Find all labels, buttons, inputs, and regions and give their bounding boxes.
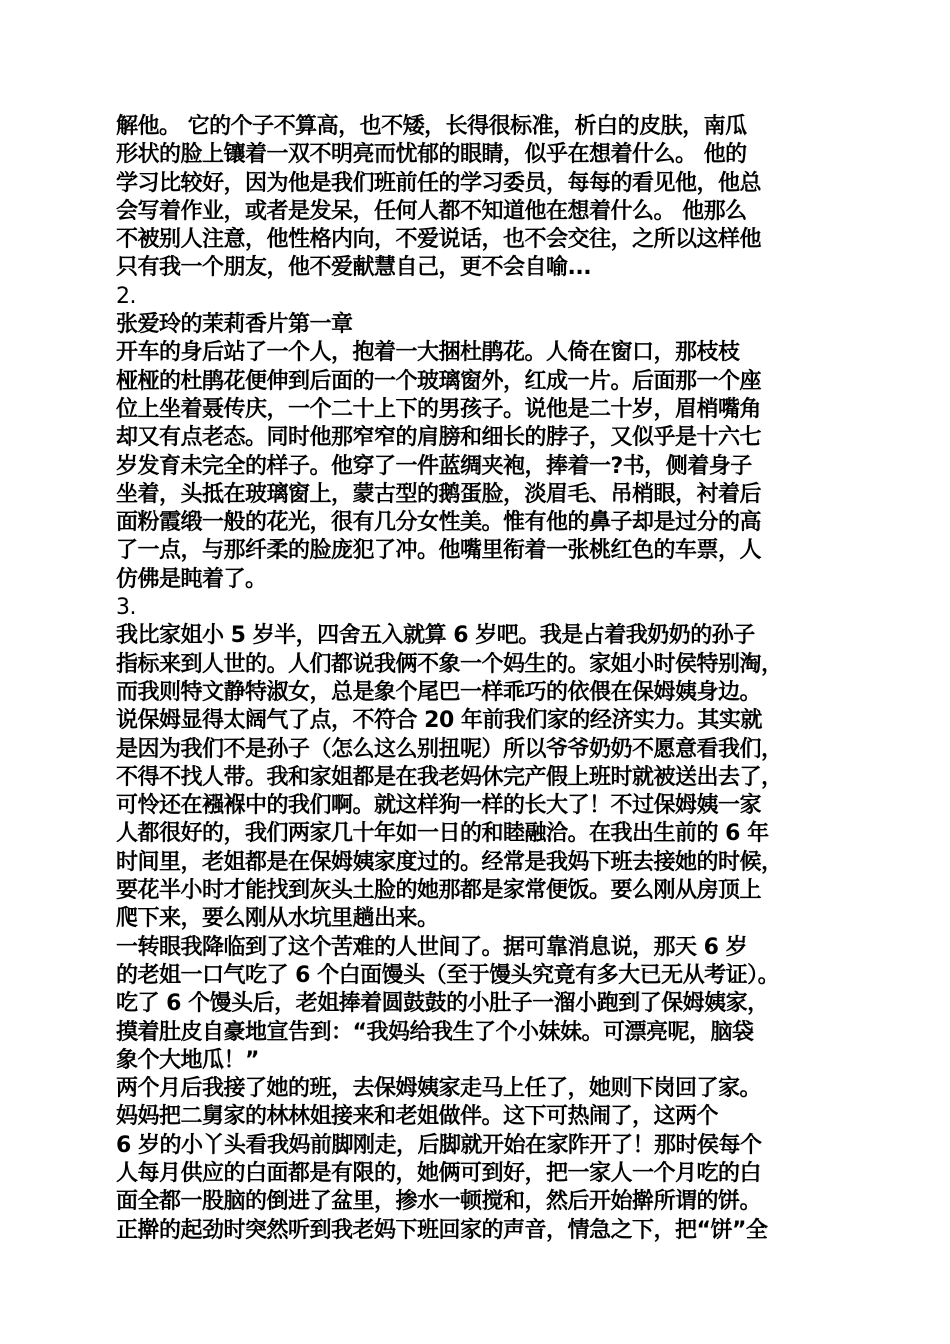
text-line: 象个大地瓜！” — [116, 1047, 259, 1073]
text-line: 时间里，老姐都是在保姆姨家度过的。经常是我妈下班去接她的时候， — [116, 849, 783, 875]
text-line: 两个月后我接了她的班，去保姆姨家走马上任了，她则下岗回了家。 — [116, 1076, 762, 1102]
text-line: 解他。 它的个子不算高，也不矮，长得很标准，析白的皮肤，南瓜 — [116, 114, 747, 139]
text-line: 坐着，头抵在玻璃窗上，蒙古型的鹅蛋脸，淡眉毛、吊梢眼，衬着后 — [116, 481, 762, 507]
text-line: 人都很好的，我们两家几十年如一日的和睦融洽。在我出生前的 6 年 — [116, 821, 769, 847]
text-line: 而我则特文静特淑女，总是象个尾巴一样乖巧的依偎在保姆姨身边。 — [116, 679, 762, 705]
text-line: 不被别人注意，他性格内向，不爱说话，也不会交往，之所以这样他 — [116, 227, 762, 253]
text-line: 了一点，与那纤柔的脸庞犯了冲。他嘴里衔着一张桃红色的车票，人 — [116, 538, 762, 564]
text-line: 吃了 6 个馒头后，老姐捧着圆鼓鼓的小肚子一溜小跑到了保姆姨家， — [116, 991, 769, 1017]
text-line: 3. — [116, 595, 136, 621]
text-line: 仿佛是盹着了。 — [116, 566, 267, 592]
text-line: 2. — [116, 283, 136, 309]
text-line: 张爱玲的茉莉香片第一章 — [116, 312, 353, 338]
text-line: 指标来到人世的。人们都说我俩不象一个妈生的。家姐小时侯特别淘， — [116, 651, 783, 677]
text-line: 的老姐一口气吃了 6 个白面馒头（至于馒头究竟有多大已无从考证）。 — [116, 962, 780, 988]
text-line: 面全都一股脑的倒进了盆里，掺水一顿搅和，然后开始擀所谓的饼。 — [116, 1189, 762, 1215]
text-line: 面粉霞缎一般的花光，很有几分女性美。惟有他的鼻子却是过分的高 — [116, 510, 762, 536]
text-line: 不得不找人带。我和家姐都是在我老妈休完产假上班时就被送出去了， — [116, 764, 783, 790]
text-line: 位上坐着聂传庆，一个二十上下的男孩子。说他是二十岁，眉梢嘴角 — [116, 396, 762, 422]
document-page — [116, 113, 844, 1245]
text-line: 摸着肚皮自豪地宣告到：“我妈给我生了个小妹妹。可漂亮呢，脑袋 — [116, 1019, 754, 1045]
text-line: 人每月供应的白面都是有限的，她俩可到好，把一家人一个月吃的白 — [116, 1160, 762, 1186]
text-line: 6 岁的小丫头看我妈前脚刚走，后脚就开始在家阼开了！那时侯每个 — [116, 1132, 762, 1158]
text-line: 妈妈把二舅家的林林姐接来和老姐做伴。这下可热闹了，这两个 — [116, 1104, 719, 1130]
text-line: 我比家姐小 5 岁半，四舍五入就算 6 岁吧。我是占着我奶奶的孙子 — [116, 623, 755, 649]
text-line: 可怜还在襁褓中的我们啊。就这样狗一样的长大了！不过保姆姨一家 — [116, 793, 762, 819]
text-line: 岁发育未完全的样子。他穿了一件蓝绸夹袍，捧着一?书，侧着身子 — [116, 453, 752, 479]
text-line: 开车的身后站了一个人，抱着一大捆杜鹃花。人倚在窗口，那枝枝 — [116, 340, 740, 366]
text-line: 是因为我们不是孙子（怎么这么别扭呢）所以爷爷奶奶不愿意看我们， — [116, 736, 783, 762]
text-line: 会写着作业，或者是发呆，任何人都不知道他在想着什么。 他那么 — [116, 198, 747, 224]
text-line: 形状的脸上镶着一双不明亮而忧郁的眼睛，似乎在想着什么。 他的 — [116, 142, 747, 168]
text-line: 说保姆显得太阔气了点，不符合 20 年前我们家的经济实力。其实就 — [116, 708, 762, 734]
text-line: 只有我一个朋友，他不爱献慧自己，更不会自喻... — [116, 255, 592, 281]
text-line: 一转眼我降临到了这个苦难的人世间了。据可靠消息说，那天 6 岁 — [116, 934, 748, 960]
text-line: 要花半小时才能找到灰头土脸的她那都是家常便饭。要么刚从房顶上 — [116, 878, 762, 904]
text-line: 却又有点老态。同时他那窄窄的肩膀和细长的脖子，又似乎是十六七 — [116, 425, 762, 451]
text-line: 学习比较好，因为他是我们班前任的学习委员，每每的看见他，他总 — [116, 170, 762, 196]
text-line: 桠桠的杜鹃花便伸到后面的一个玻璃窗外，红成一片。后面那一个座 — [116, 368, 762, 394]
text-line: 爬下来，要么刚从水坑里趟出来。 — [116, 906, 439, 932]
text-line: 正擀的起劲时突然听到我老妈下班回家的声音，情急之下，把“饼”全 — [116, 1217, 768, 1243]
